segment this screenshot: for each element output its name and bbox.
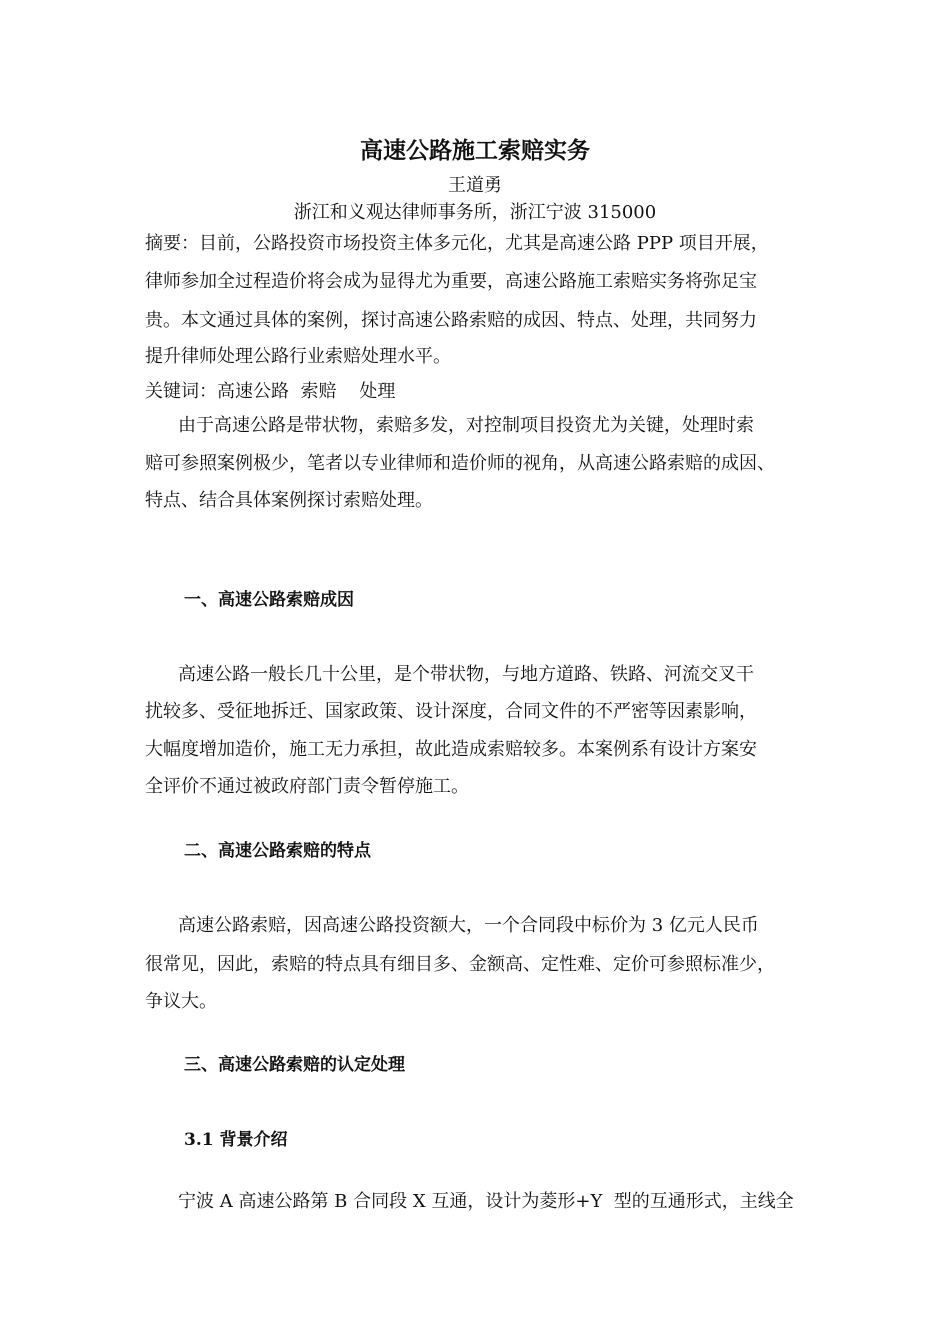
intro-line: 特点、结合具体案例探讨索赔处理。 bbox=[145, 490, 433, 511]
section1-line: 扰较多、受征地拆迁、国家政策、设计深度，合同文件的不严密等因素影响， bbox=[145, 701, 757, 722]
abstract-line: 律师参加全过程造价将会成为显得尤为重要，高速公路施工索赔实务将弥足宝 bbox=[145, 271, 757, 292]
author: 王道勇 bbox=[448, 175, 502, 196]
intro-line: 由于高速公路是带状物，索赔多发，对控制项目投资尤为关键，处理时索 bbox=[178, 415, 754, 436]
abstract-line: 摘要：目前，公路投资市场投资主体多元化，尤其是高速公路 PPP 项目开展， bbox=[145, 233, 769, 254]
section-heading: 二、高速公路索赔的特点 bbox=[184, 841, 371, 861]
section2-line: 很常见，因此，索赔的特点具有细目多、金额高、定性难、定价可参照标准少， bbox=[145, 954, 775, 975]
section-heading: 三、高速公路索赔的认定处理 bbox=[184, 1055, 405, 1075]
keywords: 关键词：高速公路 索赔 处理 bbox=[145, 381, 396, 402]
sub-heading: 3.1 背景介绍 bbox=[184, 1130, 288, 1150]
section2-line: 高速公路索赔，因高速公路投资额大，一个合同段中标价为 3 亿元人民币 bbox=[178, 915, 759, 936]
abstract-line: 贵。本文通过具体的案例，探讨高速公路索赔的成因、特点、处理，共同努力 bbox=[145, 310, 757, 331]
abstract-line: 提升律师处理公路行业索赔处理水平。 bbox=[145, 346, 451, 367]
affiliation: 浙江和义观达律师事务所，浙江宁波 315000 bbox=[293, 202, 657, 223]
document-title: 高速公路施工索赔实务 bbox=[360, 138, 590, 164]
section3-line: 宁波 A 高速公路第 B 合同段 X 互通，设计为菱形+Y 型的互通形式，主线全 bbox=[178, 1191, 794, 1212]
section1-line: 全评价不通过被政府部门责令暂停施工。 bbox=[145, 776, 469, 797]
section1-line: 大幅度增加造价，施工无力承担，故此造成索赔较多。本案例系有设计方案安 bbox=[145, 739, 757, 760]
section-heading: 一、高速公路索赔成因 bbox=[184, 590, 354, 610]
section2-line: 争议大。 bbox=[145, 991, 217, 1012]
section1-line: 高速公路一般长几十公里，是个带状物，与地方道路、铁路、河流交叉干 bbox=[178, 664, 754, 685]
intro-line: 赔可参照案例极少，笔者以专业律师和造价师的视角，从高速公路索赔的成因、 bbox=[145, 453, 775, 474]
